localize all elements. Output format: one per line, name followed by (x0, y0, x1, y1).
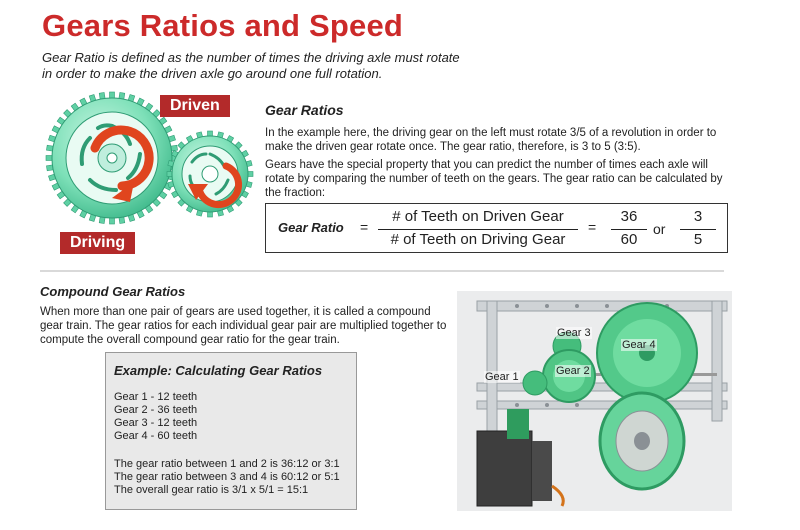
compound-para: When more than one pair of gears are used together, it is called a compound gear train. The gear ratios for each individual gear pair are multiplied together to compute the overall compound gear ratio for the gear train. (40, 306, 447, 346)
gear-ratios-para-1: In the example here, the driving gear on the left must rotate 3/5 of a revolution in order to make the driven gear rotate once. The gear ratio, therefore, is 3 to 5 (3:5). (265, 127, 717, 153)
photo-label-gear-2: Gear 2 (556, 365, 590, 377)
compound-gear-photo (457, 291, 732, 511)
compound-heading: Compound Gear Ratios (40, 284, 186, 299)
gear-ratios-heading: Gear Ratios (265, 102, 344, 118)
driving-gear (46, 92, 178, 224)
result-2: The gear ratio between 3 and 4 is 60:12 or 5:1 (114, 471, 340, 483)
example-box (105, 352, 357, 510)
photo-label-gear-4: Gear 4 (622, 339, 656, 351)
driving-label: Driving (60, 232, 135, 254)
formula-numerator: # of Teeth on Driven Gear (392, 208, 564, 225)
formula-label: Gear Ratio (278, 220, 344, 235)
formula-equals-2: = (588, 219, 597, 235)
gear-spec-4: Gear 4 - 60 teeth (114, 430, 198, 442)
gear-ratios-para-2: Gears have the special property that you can predict the number of times each axle will rotate by comparing the number of teeth on the gears. The gear ratio can be calculated by the fraction: (265, 159, 723, 199)
photo-label-gear-3: Gear 3 (557, 327, 591, 339)
formula-denominator: # of Teeth on Driving Gear (390, 231, 566, 248)
formula-n2: 3 (693, 208, 703, 225)
section-divider (40, 270, 724, 272)
gear-spec-2: Gear 2 - 36 teeth (114, 404, 198, 416)
intro-text: Gear Ratio is defined as the number of times the driving axle must rotate in order to make the driven axle go around one full rotation. (42, 50, 460, 81)
gear-spec-1: Gear 1 - 12 teeth (114, 391, 198, 403)
formula-n1: 36 (620, 208, 638, 225)
result-1: The gear ratio between 1 and 2 is 36:12 or 3:1 (114, 458, 340, 470)
formula-or: or (653, 221, 666, 237)
gear-spec-3: Gear 3 - 12 teeth (114, 417, 198, 429)
page-title: Gears Ratios and Speed (42, 8, 404, 43)
formula-equals: = (360, 219, 369, 235)
gear-ratio-formula (265, 203, 728, 253)
formula-d1: 60 (620, 231, 638, 248)
driven-label: Driven (160, 95, 230, 117)
example-heading: Example: Calculating Gear Ratios (114, 363, 323, 378)
result-3: The overall gear ratio is 3/1 x 5/1 = 15:1 (114, 484, 309, 496)
formula-d2: 5 (693, 231, 703, 248)
photo-label-gear-1: Gear 1 (485, 371, 519, 383)
